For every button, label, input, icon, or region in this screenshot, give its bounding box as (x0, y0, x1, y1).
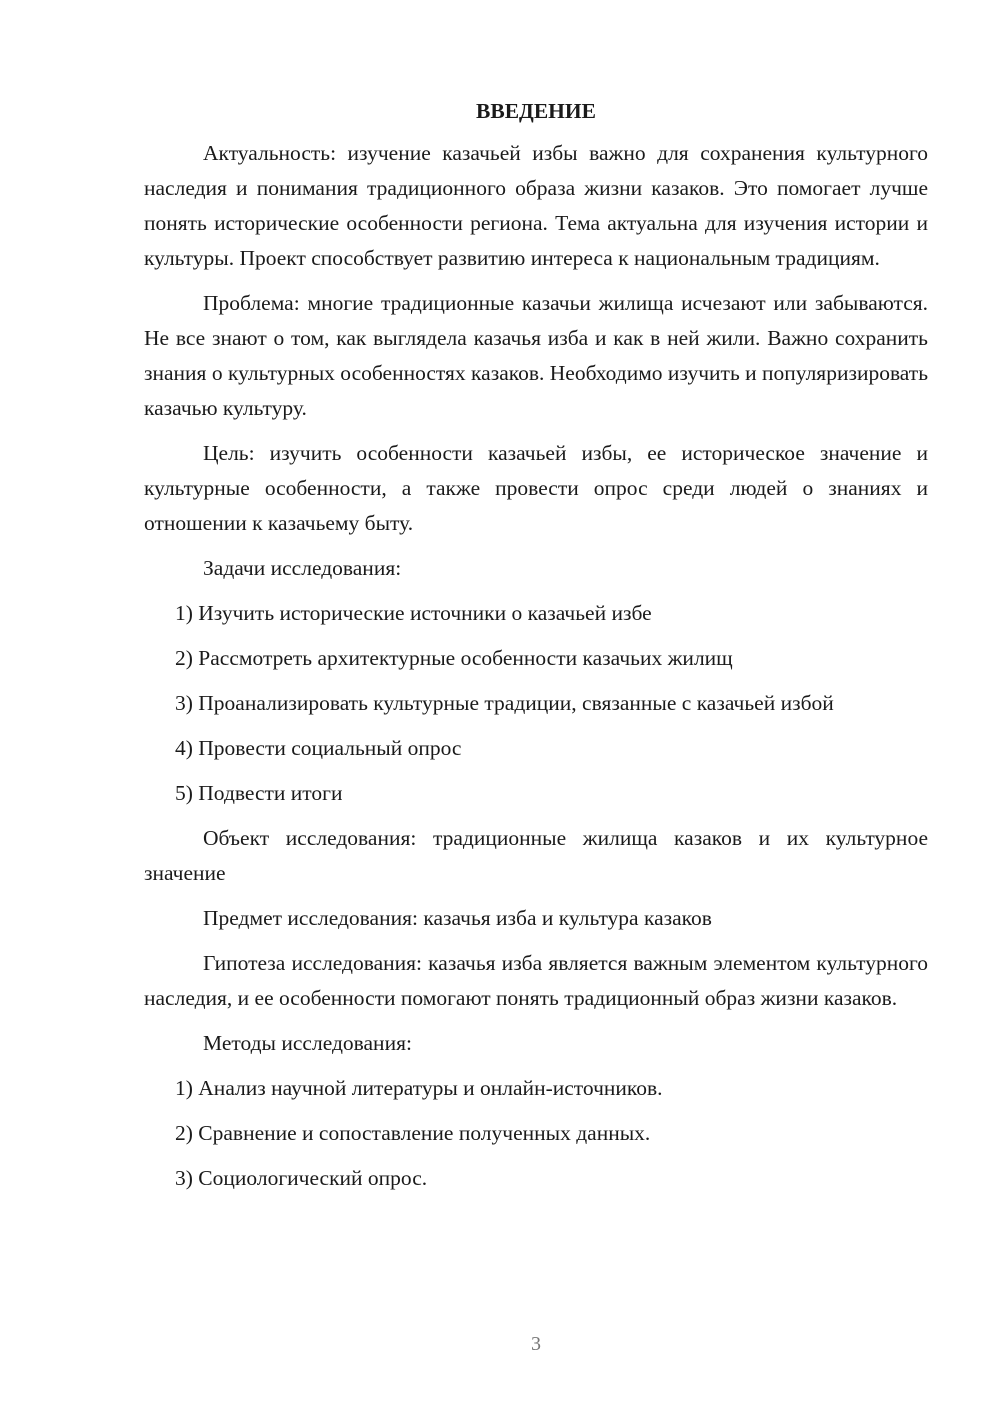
task-item: 5) Подвести итоги (175, 781, 343, 805)
tasks-heading: Задачи исследования: (203, 556, 402, 580)
relevance-paragraph: Актуальность: изучение казачьей избы важно для сохранения культурного наследия и понимания традиционного образа жизни казаков. Это помогает лучше понять исторические особенности региона. Тема актуальна для изучения истории и культуры. Проект способствует развитию интереса к национальным традициям. (144, 141, 928, 270)
page-number: 3 (531, 1333, 541, 1355)
problem-paragraph: Проблема: многие традиционные казачьи жилища исчезают или забываются. Не все знают о том, как выглядела казачья изба и как в ней жили. Важно сохранить знания о культурных особенностях казаков. Необходимо изучить и популяризировать казачью культуру. (144, 291, 928, 420)
method-item: 1) Анализ научной литературы и онлайн-источников. (175, 1076, 663, 1100)
task-item: 3) Проанализировать культурные традиции, связанные с казачьей избой (175, 691, 834, 715)
methods-heading: Методы исследования: (203, 1031, 412, 1055)
method-item: 3) Социологический опрос. (175, 1166, 428, 1190)
task-item: 1) Изучить исторические источники о казачьей избе (175, 601, 652, 625)
hypothesis-paragraph: Гипотеза исследования: казачья изба является важным элементом культурного наследия, и ее особенности помогают понять традиционный образ жизни казаков. (144, 951, 928, 1010)
task-item: 2) Рассмотреть архитектурные особенности казачьих жилищ (175, 646, 733, 670)
object-paragraph: Объект исследования: традиционные жилища казаков и их культурное значение (144, 826, 928, 885)
subject-paragraph: Предмет исследования: казачья изба и культура казаков (203, 906, 712, 930)
page-title: ВВЕДЕНИЕ (476, 99, 596, 123)
goal-paragraph: Цель: изучить особенности казачьей избы, ее историческое значение и культурные особенности, а также провести опрос среди людей о знаниях и отношении к казачьему быту. (144, 441, 928, 535)
document-page (144, 96, 928, 1206)
task-item: 4) Провести социальный опрос (175, 736, 462, 760)
method-item: 2) Сравнение и сопоставление полученных данных. (175, 1121, 651, 1145)
